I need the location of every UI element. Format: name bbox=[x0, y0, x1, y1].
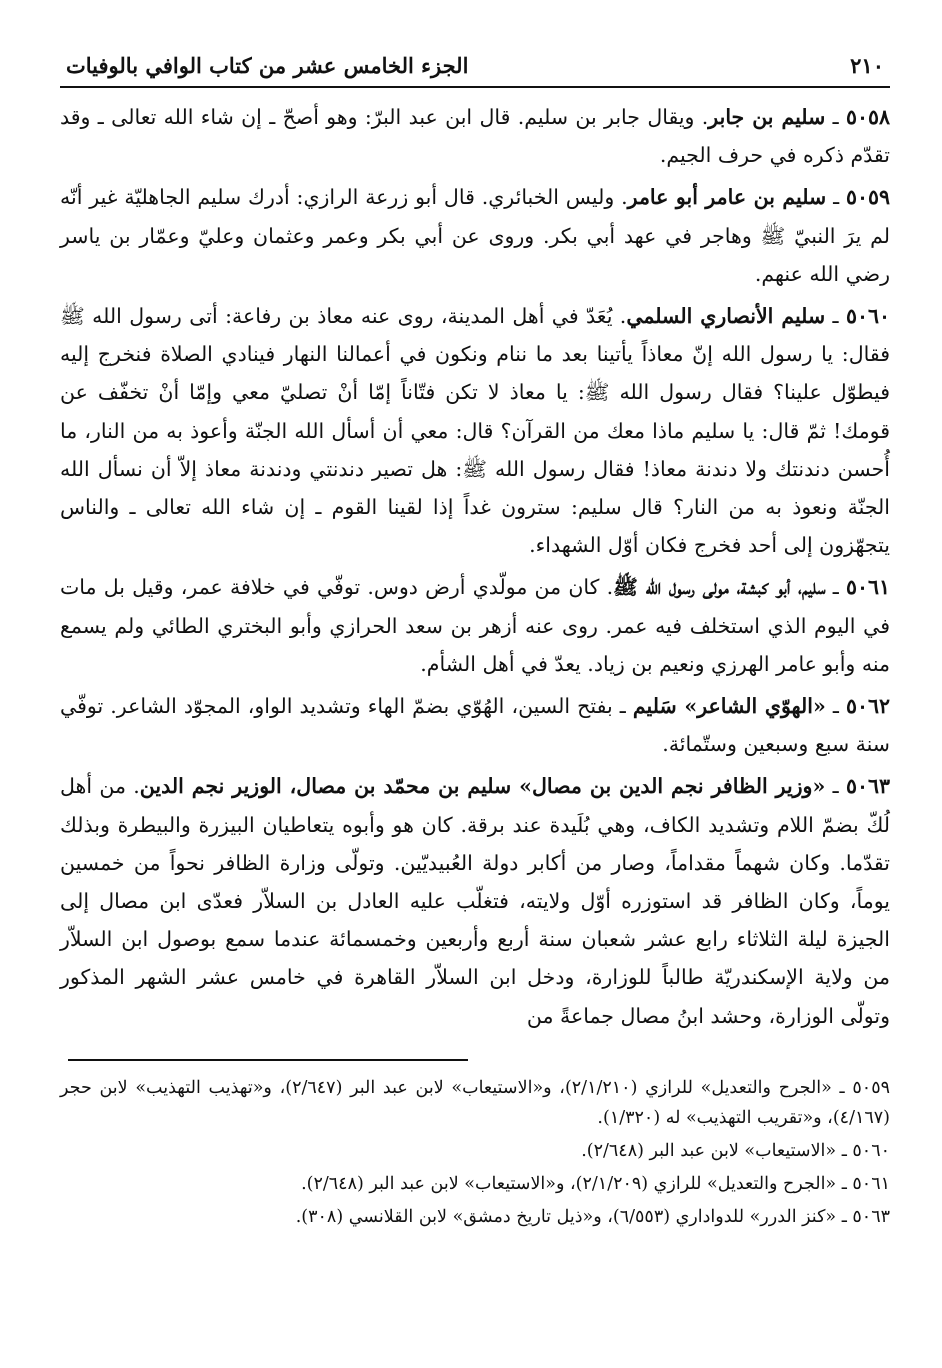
entry-name: «الهوّي الشاعر» سَليم bbox=[632, 694, 826, 719]
running-title: الجزء الخامس عشر من كتاب الوافي بالوفيات bbox=[66, 53, 469, 78]
entry-5058: ٥٠٥٨ ـ سليم بن جابر. ويقال جابر بن سليم. قال ابن عبد البرّ: وهو أصحّ ـ إن شاء الله تعالى ـ وقد تقدّم ذكره في حرف الجيم. bbox=[60, 105, 891, 168]
entry-text: . ويقال جابر بن سليم. قال ابن عبد البرّ: وهو أصحّ ـ إن شاء الله تعالى ـ وقد تقدّم ذكره في حرف الجيم. bbox=[60, 105, 890, 168]
entry-number: ٥٠٦٠ bbox=[845, 304, 890, 329]
entry-name: سليم بن عامر أبو عامر bbox=[627, 185, 827, 210]
entry-text: . من أهل لُكّ بضمّ اللام وتشديد الكاف، وهي بُلَيدة عند برقة. كان هو وأبوه يتعاطيان البيزرة والبيطرة وبذلك تقدّما. وكان شهماً مقداماً، وصار من أكابر دولة العُبيديّين. وتولّى وزارة الظافر نحواً من خمسين يوماً، وكان الظافر قد استوزره أوّل ولايته، فتغلّب عليه العادل بن السلاّر فعدّى ابن مصال إلى الجيزة ليلة الثلاثاء رابع عشر شعبان سنة أربع وأربعين وخمسمائة عندما سمع بوصول ابن السلاّر من ولاية الإسكندريّة طالباً للوزارة، ودخل ابن السلاّر القاهرة في خامس عشر الشهر المذكور وتولّى الوزارة، وحشد ابنُ مصال جماعةً من bbox=[60, 774, 890, 1028]
footnote: ٥٠٦١ ـ «الجرح والتعديل» للرازي (٢/١/٢٠٩)، و«الاستيعاب» لابن عبد البر (٢/٦٤٨). bbox=[301, 1173, 890, 1194]
entry-5062: ٥٠٦٢ ـ «الهوّي الشاعر» سَليم ـ بفتح السين، الهُوّي بضمّ الهاء وتشديد الواو، المجوّد الشاعر. توفّي سنة سبع وسبعين وستّمائة. bbox=[60, 694, 890, 757]
entry-number: ٥٠٦١ bbox=[845, 575, 890, 600]
footnote-separator-box bbox=[60, 1039, 890, 1073]
page-header bbox=[60, 52, 890, 88]
entry-5060: ٥٠٦٠ ـ سليم الأنصاري السلمي. يُعَدّ في أهل المدينة، روى عنه معاذ بن رفاعة: أتى رسول الله ﷺ فقال: يا رسول الله إنّ معاذاً يأتينا بعد ما ننام ونكون في أعمالنا النهار فينادي الصلاة فنخرج إليه فيطوّل علينا؟ فقال رسول الله ﷺ: يا معاذ لا تكن فتّاناً إمّا أنْ تصليّ معي وإمّا أنْ تخفّف عن قومك! ثمّ قال: يا سليم ماذا معك من القرآن؟ قال: معي أن أسأل الله الجنّة وأعوذ به من النار، ما أُحسن دندنتك ولا دندنة معاذ! فقال رسول الله ﷺ: هل تصير دندنتي ودندنة معاذ إلاّ أن نسأل الله الجنّة ونعوذ به من النار؟ قال سليم: سترون غداً إذا لقينا القوم ـ إن شاء الله تعالى ـ والناس يتجهّزون إلى أحد فخرج فكان أوّل الشهداء. bbox=[60, 304, 890, 558]
entry-name: سليم بن جابر bbox=[708, 105, 826, 129]
entry-text: . يُعَدّ في أهل المدينة، روى عنه معاذ بن رفاعة: أتى رسول الله ﷺ فقال: يا رسول الله إنّ معاذاً يأتينا بعد ما ننام ونكون في أعمالنا النهار فينادي الصلاة فنخرج إليه فيطوّل علينا؟ فقال رسول الله ﷺ: يا معاذ لا تكن فتّاناً إمّا أنْ تصليّ معي وإمّا أنْ تخفّف عن قومك! ثمّ قال: يا سليم ماذا معك من القرآن؟ قال: معي أن أسأل الله الجنّة وأعوذ به من النار، ما أُحسن دندنتك ولا دندنة معاذ! فقال رسول الله ﷺ: هل تصير دندنتي ودندنة معاذ إلاّ أن نسأل الله الجنّة ونعوذ به من النار؟ قال سليم: سترون غداً إذا لقينا القوم ـ إن شاء الله تعالى ـ والناس يتجهّزون إلى أحد فخرج فكان أوّل الشهداء. bbox=[60, 304, 890, 558]
footnotes bbox=[60, 1073, 890, 1232]
entry-number: ٥٠٥٩ bbox=[845, 185, 890, 210]
main-text bbox=[60, 98, 890, 1035]
entry-name: «وزير الظافر نجم الدين بن مصال» سليم بن محمّد بن مصال، الوزير نجم الدين bbox=[139, 774, 826, 799]
entry-number: ٥٠٦٣ bbox=[845, 774, 890, 799]
entry-name: سليم، أبو كبشة، مولى رسول الله ﷺ bbox=[613, 575, 826, 600]
entry-text: . كان من مولّدي أرض دوس. توفّي في خلافة عمر، وقيل بل مات في اليوم الذي استخلف فيه عمر. روى عنه أزهر بن سعد الحرازي وأبو البختري الطائي ولم يسمع منه وأبو عامر الهرزي ونعيم بن زياد. يعدّ في أهل الشأم. bbox=[60, 575, 890, 676]
footnote: ٥٠٦٣ ـ «كنز الدرر» للدواداري (٦/٥٥٣)، و«ذيل تاريخ دمشق» لابن القلانسي (٣٠٨). bbox=[295, 1206, 890, 1227]
entry-number: ٥٠٦٢ bbox=[845, 694, 890, 719]
entry-text: . وليس الخبائري. قال أبو زرعة الرازي: أدرك سليم الجاهليّة غير أنّه لم يرَ النبيّ ﷺ وهاجر في عهد أبي بكر. وروى عن أبي بكر وعمر وعثمان وعليّ وعمّار بن ياسر رضي الله عنهم. bbox=[60, 185, 890, 286]
entry-name: سليم الأنصاري السلمي bbox=[626, 304, 826, 329]
entry-5063: ٥٠٦٣ ـ «وزير الظافر نجم الدين بن مصال» سليم بن محمّد بن مصال، الوزير نجم الدين. من أهل لُكّ بضمّ اللام وتشديد الكاف، وهي بُلَيدة عند برقة. كان هو وأبوه يتعاطيان البيزرة والبيطرة وبذلك تقدّما. وكان شهماً مقداماً، وصار من أكابر دولة العُبيديّين. وتولّى وزارة الظافر نحواً من خمسين يوماً، وكان الظافر قد استوزره أوّل ولايته، فتغلّب عليه العادل بن السلاّر فعدّى ابن مصال إلى الجيزة ليلة الثلاثاء رابع عشر شعبان سنة أربع وأربعين وخمسمائة عندما سمع بوصول ابن السلاّر من ولاية الإسكندريّة طالباً للوزارة، ودخل ابن السلاّر القاهرة في خامس عشر الشهر المذكور وتولّى الوزارة، وحشد ابنُ مصال جماعةً من bbox=[60, 774, 890, 1028]
entry-5061: ٥٠٦١ ـ سليم، أبو كبشة، مولى رسول الله ﷺ. كان من مولّدي أرض دوس. توفّي في خلافة عمر، وقيل بل مات في اليوم الذي استخلف فيه عمر. روى عنه أزهر بن سعد الحرازي وأبو البختري الطائي ولم يسمع منه وأبو عامر الهرزي ونعيم بن زياد. يعدّ في أهل الشأم. bbox=[60, 575, 890, 676]
entry-5059: ٥٠٥٩ ـ سليم بن عامر أبو عامر. وليس الخبائري. قال أبو زرعة الرازي: أدرك سليم الجاهليّة غير أنّه لم يرَ النبيّ ﷺ وهاجر في عهد أبي بكر. وروى عن أبي بكر وعمر وعثمان وعليّ وعمّار بن ياسر رضي الله عنهم. bbox=[60, 185, 890, 286]
footnote: ٥٠٥٩ ـ «الجرح والتعديل» للرازي (٢/١/٢١٠)، و«الاستيعاب» لابن عبد البر (٢/٦٤٧)، و«تهذيب التهذيب» لابن حجر (٤/١٦٧)، و«تقريب التهذيب» له (١/٣٢٠). bbox=[60, 1077, 890, 1128]
page-number: ٢١٠ bbox=[850, 53, 884, 78]
footnote-separator bbox=[68, 1059, 468, 1061]
footnote: ٥٠٦٠ ـ «الاستيعاب» لابن عبد البر (٢/٦٤٨). bbox=[581, 1140, 890, 1161]
entry-number: ٥٠٥٨ bbox=[845, 105, 891, 129]
entry-text: ـ بفتح السين، الهُوّي بضمّ الهاء وتشديد الواو، المجوّد الشاعر. توفّي سنة سبع وسبعين وستّمائة. bbox=[60, 694, 890, 757]
